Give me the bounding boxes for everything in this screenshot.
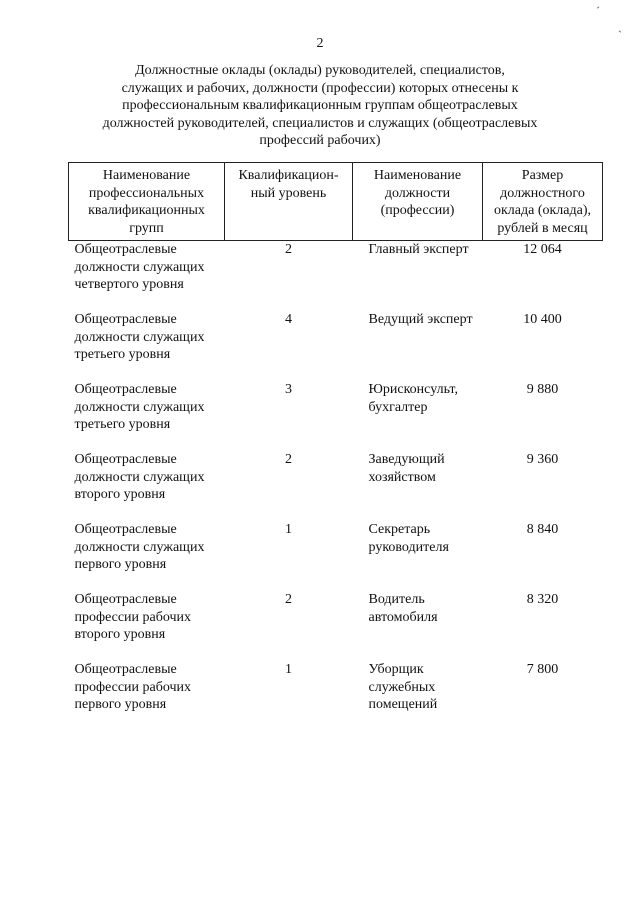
table-header-row xyxy=(69,163,603,241)
page-number: 2 xyxy=(316,36,324,51)
cell-group: Общеотраслевые профессии рабочих второго уровня xyxy=(74,592,192,642)
header-level: Квалификацион-ный уровень xyxy=(225,163,353,241)
cell-group: Общеотраслевые должности служащих первого уровня xyxy=(74,522,205,572)
cell-position: Ведущий эксперт xyxy=(368,312,473,327)
cell-salary: 12 064 xyxy=(523,242,562,257)
title-line: должностей руководителей, специалистов и служащих (общеотраслевых xyxy=(102,115,538,131)
cell-group: Общеотраслевые должности служащих третьего уровня xyxy=(74,382,205,432)
header-group: Наименование профессиональных квалификационных групп xyxy=(69,163,225,241)
cell-level: 2 xyxy=(285,592,292,607)
table-row xyxy=(69,521,603,591)
cell-group: Общеотраслевые должности служащих четвертого уровня xyxy=(74,242,205,292)
cell-salary: 9 360 xyxy=(526,452,559,467)
header-salary: Размер должностного оклада (оклада), рублей в месяц xyxy=(483,163,603,241)
title-line: Должностные оклады (оклады) руководителей, специалистов, xyxy=(135,63,505,78)
title-line: профессий рабочих) xyxy=(259,133,381,148)
cell-position: Главный эксперт xyxy=(368,242,469,257)
table-row xyxy=(69,591,603,661)
cell-position: Уборщик служебных помещений xyxy=(368,662,438,712)
title-line: служащих и рабочих, должности (профессии) которых отнесены к xyxy=(121,80,519,96)
cell-level: 1 xyxy=(285,662,292,677)
table-row xyxy=(69,381,603,451)
cell-salary: 8 840 xyxy=(526,522,559,537)
cell-group: Общеотраслевые профессии рабочих первого уровня xyxy=(74,662,192,712)
cell-level: 2 xyxy=(285,242,292,257)
cell-group: Общеотраслевые должности служащих второго уровня xyxy=(74,452,205,502)
header-position: Наименование должности (профессии) xyxy=(353,163,483,241)
cell-level: 1 xyxy=(285,522,292,537)
cell-position: Заведующий хозяйством xyxy=(368,452,445,485)
table-row xyxy=(69,311,603,381)
cell-level: 4 xyxy=(285,312,292,327)
salary-table xyxy=(68,162,603,731)
cell-position: Юрисконсульт, бухгалтер xyxy=(368,382,458,415)
cell-salary: 7 800 xyxy=(526,662,559,677)
cell-salary: 10 400 xyxy=(523,312,562,327)
cell-group: Общеотраслевые должности служащих третьего уровня xyxy=(74,312,205,362)
title-line: профессиональным квалификационным группам общеотраслевых xyxy=(122,98,518,113)
cell-level: 2 xyxy=(285,452,292,467)
cell-position: Секретарь руководителя xyxy=(368,522,449,555)
scan-mark: ˊ xyxy=(596,4,600,18)
cell-salary: 9 880 xyxy=(526,382,559,397)
cell-level: 3 xyxy=(285,382,292,397)
cell-salary: 8 320 xyxy=(526,592,559,607)
document-title xyxy=(60,62,580,150)
table-row xyxy=(69,661,603,731)
scan-mark: ˋ xyxy=(618,28,622,42)
table-row xyxy=(69,241,603,312)
table-row xyxy=(69,451,603,521)
cell-position: Водитель автомобиля xyxy=(368,592,438,625)
